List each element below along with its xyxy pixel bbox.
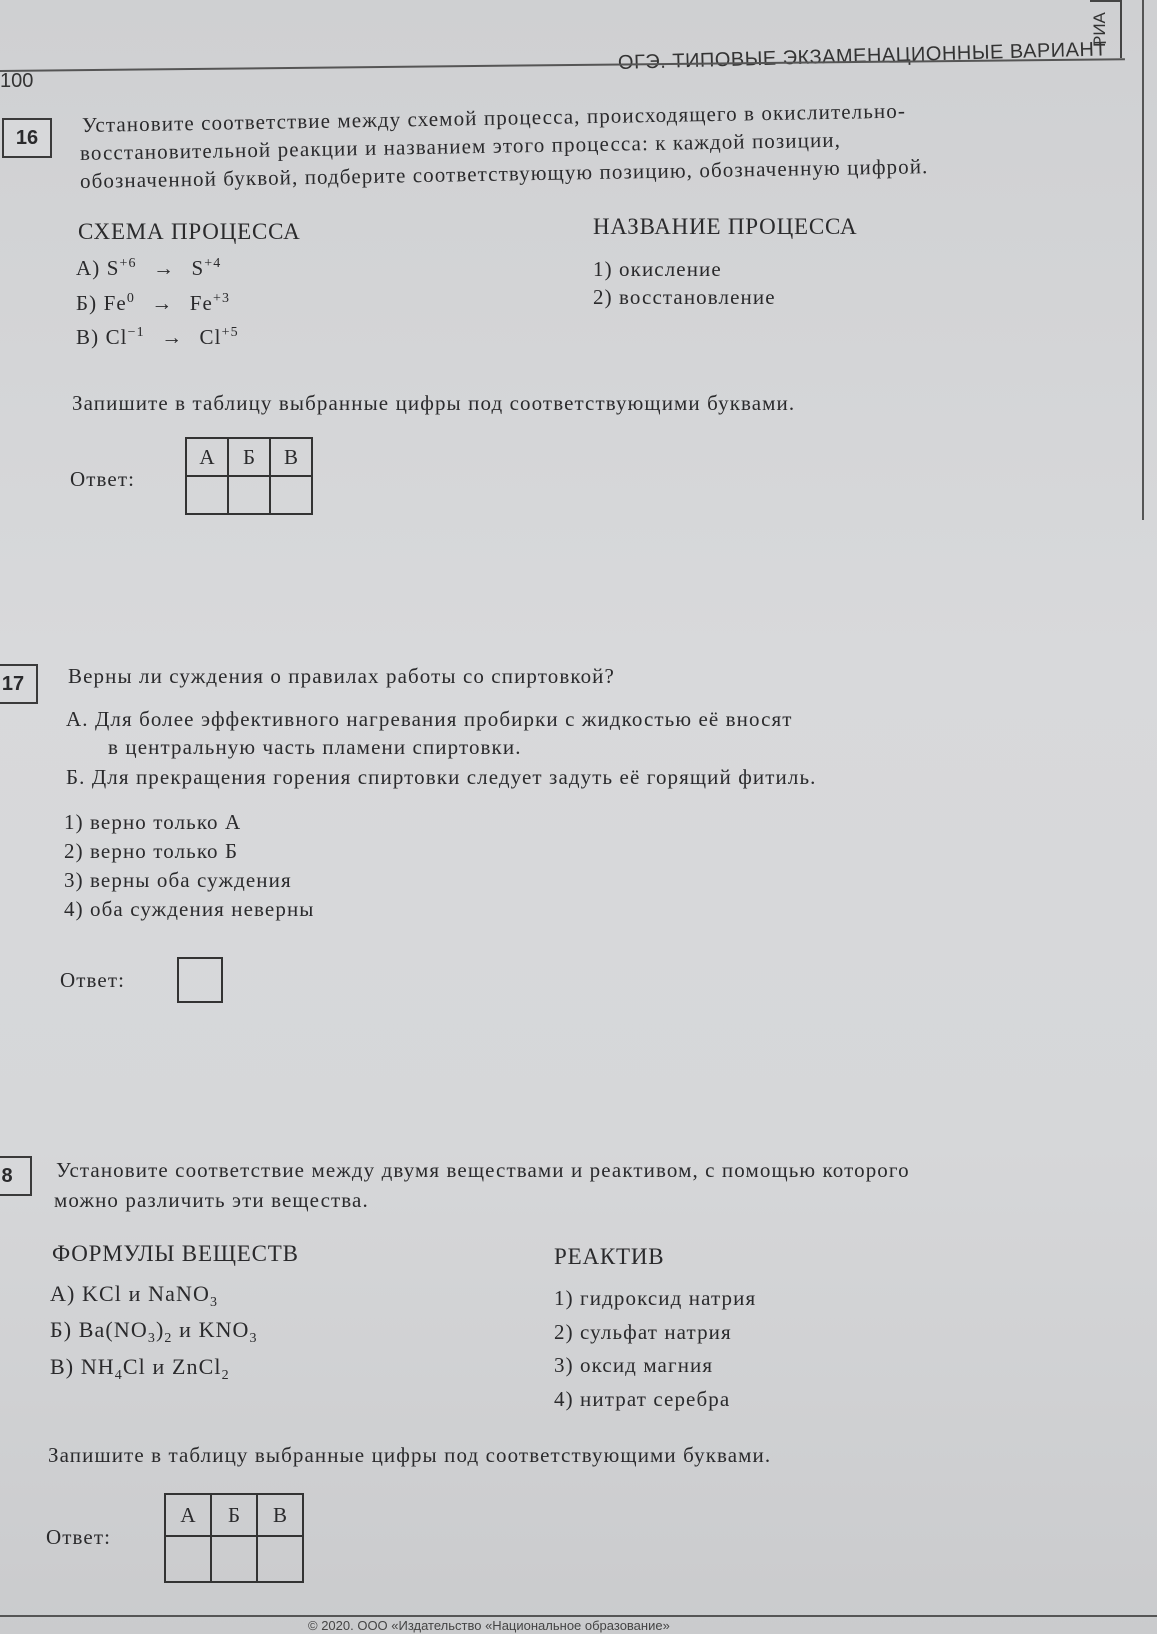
substance-pair <box>50 1317 258 1346</box>
formula-tail: Cl <box>122 1354 146 1379</box>
element-symbol: Cl <box>199 325 222 349</box>
arrow-icon: → <box>152 256 176 280</box>
footer-divider <box>0 1615 1157 1617</box>
question-text-line: Установите соответствие между двумя веществами и реактивом, с помощью которого <box>56 1158 910 1182</box>
conjunction: и <box>152 1354 166 1379</box>
subscript: 2 <box>164 1331 173 1346</box>
scheme-label: А) <box>76 256 101 280</box>
statement-b: Б. Для прекращения горения спиртовки следует задуть её горящий фитиль. <box>66 765 817 789</box>
question-number: 17 <box>0 664 38 704</box>
left-column-heading: ФОРМУЛЫ ВЕЩЕСТВ <box>52 1241 299 1266</box>
answer-cell-a[interactable] <box>165 1536 211 1582</box>
reagent-option: 1) гидроксид натрия <box>554 1286 757 1310</box>
oxidation-state: +5 <box>221 325 239 340</box>
statement-a: А. Для более эффективного нагревания пробирки с жидкостью её вносят <box>66 707 793 731</box>
table-header-v: В <box>257 1494 303 1536</box>
footer-copyright: © 2020. ООО «Издательство «Национальное образование» <box>308 1618 670 1633</box>
answer-option: 2) верно только Б <box>64 839 239 863</box>
header-title: ОГЭ. ТИПОВЫЕ ЭКЗАМЕНАЦИОННЫЕ ВАРИАНТ <box>617 38 1108 74</box>
pair-label: Б) <box>50 1317 73 1342</box>
left-column-heading: СХЕМА ПРОЦЕССА <box>78 219 301 244</box>
element-symbol: S <box>191 256 205 280</box>
question-text: Верны ли суждения о правилах работы со спиртовкой? <box>68 664 615 688</box>
right-column-heading: НАЗВАНИЕ ПРОЦЕССА <box>593 214 858 239</box>
formula-tail: ) <box>155 1317 165 1342</box>
table-header-v: В <box>270 438 312 476</box>
process-option: 2) восстановление <box>593 285 776 309</box>
instruction-text: Запишите в таблицу выбранные цифры под соответствующими буквами. <box>48 1443 772 1467</box>
answer-cell-v[interactable] <box>270 476 312 514</box>
substance-pair <box>50 1281 219 1310</box>
oxidation-state: +6 <box>119 256 137 271</box>
answer-table <box>164 1493 304 1583</box>
conjunction: и <box>128 1281 142 1306</box>
answer-cell-a[interactable] <box>186 476 228 514</box>
conjunction: и <box>179 1317 192 1342</box>
formula: KNO <box>198 1317 250 1342</box>
answer-label: Ответ: <box>60 968 126 992</box>
arrow-icon: → <box>151 291 174 315</box>
answer-label: Ответ: <box>70 467 136 491</box>
scheme-label: В) <box>76 325 100 349</box>
question-number: 16 <box>2 118 52 158</box>
oxidation-state: +4 <box>204 256 222 271</box>
instruction-text: Запишите в таблицу выбранные цифры под соответствующими буквами. <box>72 391 796 415</box>
scheme-label: Б) <box>76 291 98 315</box>
formula: ZnCl <box>172 1354 222 1379</box>
subscript: 2 <box>221 1368 230 1383</box>
oxidation-state: +3 <box>212 291 231 306</box>
oxidation-state: −1 <box>127 325 145 340</box>
oxidation-state: 0 <box>126 291 135 306</box>
reagent-option: 3) оксид магния <box>554 1353 714 1377</box>
subscript: 3 <box>249 1331 258 1346</box>
reagent-option: 2) сульфат натрия <box>554 1320 732 1344</box>
question-text-line: Установите соответствие между схемой процесса, происходящего в окислительно- <box>81 98 907 137</box>
right-column-heading: РЕАКТИВ <box>554 1244 665 1269</box>
element-symbol: Fe <box>189 291 213 315</box>
table-header-a: А <box>165 1494 211 1536</box>
statement-a-continued: в центральную часть пламени спиртовки. <box>108 735 522 759</box>
subscript: 4 <box>114 1368 123 1383</box>
answer-cell-b[interactable] <box>211 1536 257 1582</box>
answer-option: 3) верны оба суждения <box>64 868 292 892</box>
answer-box[interactable] <box>177 957 223 1003</box>
subscript: 3 <box>209 1295 219 1310</box>
answer-cell-b[interactable] <box>228 476 270 514</box>
scheme-row <box>76 256 221 281</box>
answer-option: 1) верно только А <box>64 810 242 834</box>
formula: NaNO <box>148 1281 210 1306</box>
pair-label: В) <box>50 1354 75 1379</box>
answer-option: 4) оба суждения неверны <box>64 897 315 921</box>
element-symbol: Cl <box>105 325 128 349</box>
formula: Ba(NO <box>78 1317 148 1342</box>
process-option: 1) окисление <box>593 257 722 281</box>
subscript: 3 <box>147 1331 156 1346</box>
formula: NH <box>80 1354 115 1379</box>
page-number: 100 <box>0 70 34 92</box>
scheme-row <box>76 291 230 316</box>
right-border-rule <box>1142 0 1144 520</box>
substance-pair <box>50 1354 230 1383</box>
question-text-line: обозначенной буквой, подберите соответствующую позицию, обозначенную цифрой. <box>79 154 929 193</box>
table-header-b: Б <box>228 438 270 476</box>
pair-label: А) <box>50 1281 76 1306</box>
scheme-row <box>76 325 239 350</box>
edge-tab: РИА <box>1090 0 1122 58</box>
element-symbol: Fe <box>103 291 127 315</box>
answer-label: Ответ: <box>46 1525 112 1549</box>
arrow-icon: → <box>161 325 184 349</box>
reagent-option: 4) нитрат серебра <box>554 1387 731 1411</box>
formula: KCl <box>82 1281 123 1306</box>
question-text-line: восстановительной реакции и названием этого процесса: к каждой позиции, <box>79 127 842 165</box>
table-header-b: Б <box>211 1494 257 1536</box>
table-header-a: А <box>186 438 228 476</box>
question-text-line: можно различить эти вещества. <box>54 1188 369 1212</box>
answer-table <box>185 437 313 515</box>
question-number: 8 <box>0 1156 32 1196</box>
element-symbol: S <box>106 256 120 280</box>
answer-cell-v[interactable] <box>257 1536 303 1582</box>
